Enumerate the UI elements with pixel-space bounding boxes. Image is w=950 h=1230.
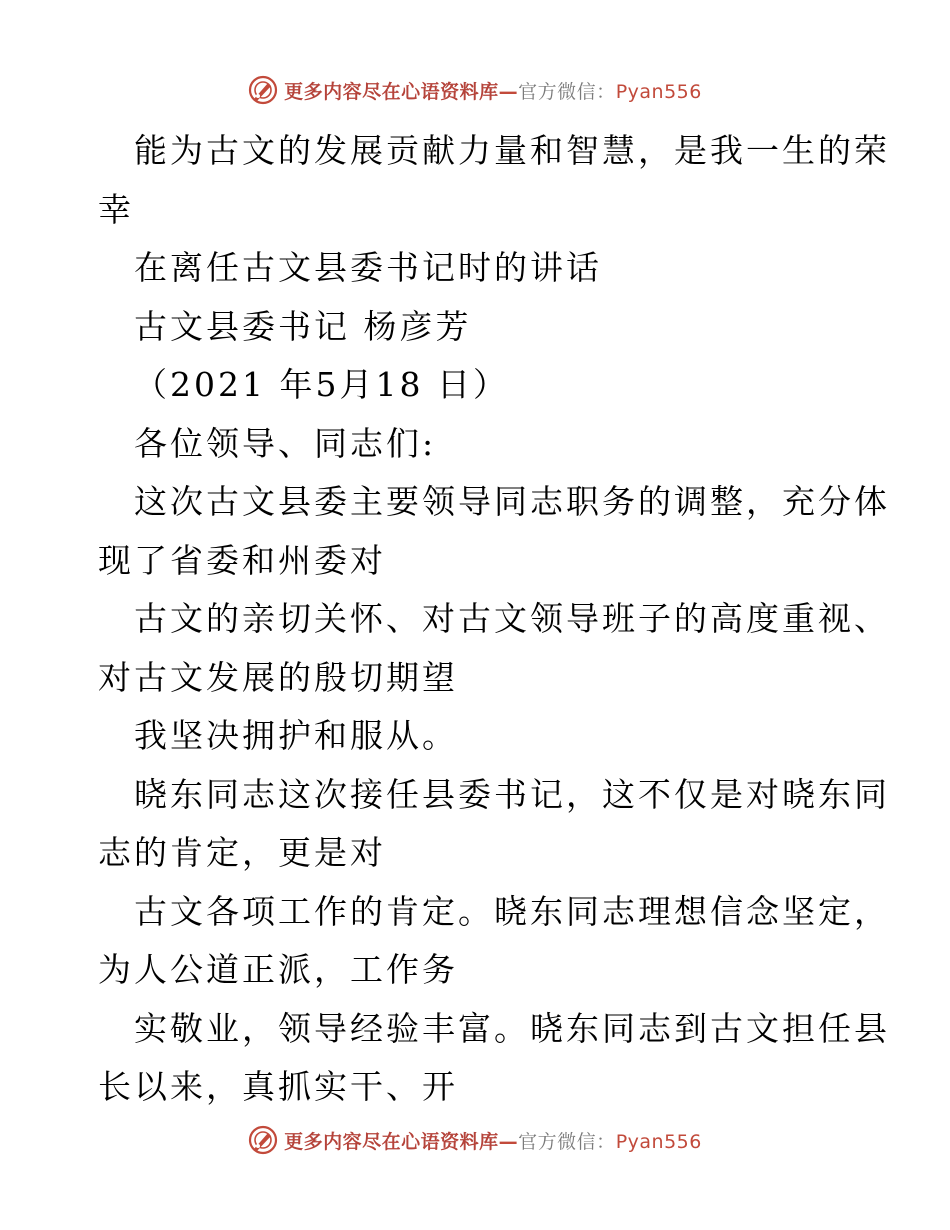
text-line: 我坚决拥护和服从。 xyxy=(134,716,458,755)
watermark-wechat-id: Pyan556 xyxy=(615,1130,702,1153)
text-line: 对古文发展的殷切期望 xyxy=(98,657,458,697)
text-line: 实敬业，领导经验丰富。晓东同志到古文担任县 xyxy=(134,1008,890,1048)
header-watermark xyxy=(0,70,950,110)
text-line: 这次古文县委主要领导同志职务的调整，充分体 xyxy=(134,482,890,521)
salutation: 各位领导、同志们: xyxy=(134,423,437,463)
date-line: （2021 年5月18 日） xyxy=(134,365,509,404)
speech-title: 在离任古文县委书记时的讲话 xyxy=(134,248,602,287)
watermark-wechat-label: 官方微信： xyxy=(518,80,616,103)
watermark-text xyxy=(284,77,702,104)
text-line: 能为古文的发展贡献力量和智慧，是我一生的荣 xyxy=(134,131,890,170)
text-line: 为人公道正派，工作务 xyxy=(98,950,458,989)
text-line: 现了省委和州委对 xyxy=(98,540,386,580)
watermark-text xyxy=(284,1127,702,1154)
watermark-brand: 更多内容尽在心语资料库 xyxy=(284,80,499,103)
watermark-wechat-id: Pyan556 xyxy=(615,80,702,103)
speaker-line: 古文县委书记 杨彦芳 xyxy=(134,306,472,346)
watermark-separator: — xyxy=(498,80,519,103)
watermark-wechat-label: 官方微信： xyxy=(518,1130,616,1153)
watermark-separator: — xyxy=(498,1130,519,1153)
quill-logo-icon xyxy=(248,75,278,105)
text-line: 古文各项工作的肯定。晓东同志理想信念坚定， xyxy=(134,891,890,931)
text-line: 晓东同志这次接任县委书记，这不仅是对晓东同 xyxy=(134,774,890,814)
text-line: 幸 xyxy=(98,189,134,229)
footer-watermark xyxy=(0,1120,950,1160)
quill-logo-icon xyxy=(248,1125,278,1155)
text-line: 长以来，真抓实干、开 xyxy=(98,1067,458,1106)
text-line: 志的肯定，更是对 xyxy=(98,833,386,872)
watermark-brand: 更多内容尽在心语资料库 xyxy=(284,1130,499,1153)
document-body xyxy=(98,122,890,1117)
text-line: 古文的亲切关怀、对古文领导班子的高度重视、 xyxy=(134,599,890,638)
